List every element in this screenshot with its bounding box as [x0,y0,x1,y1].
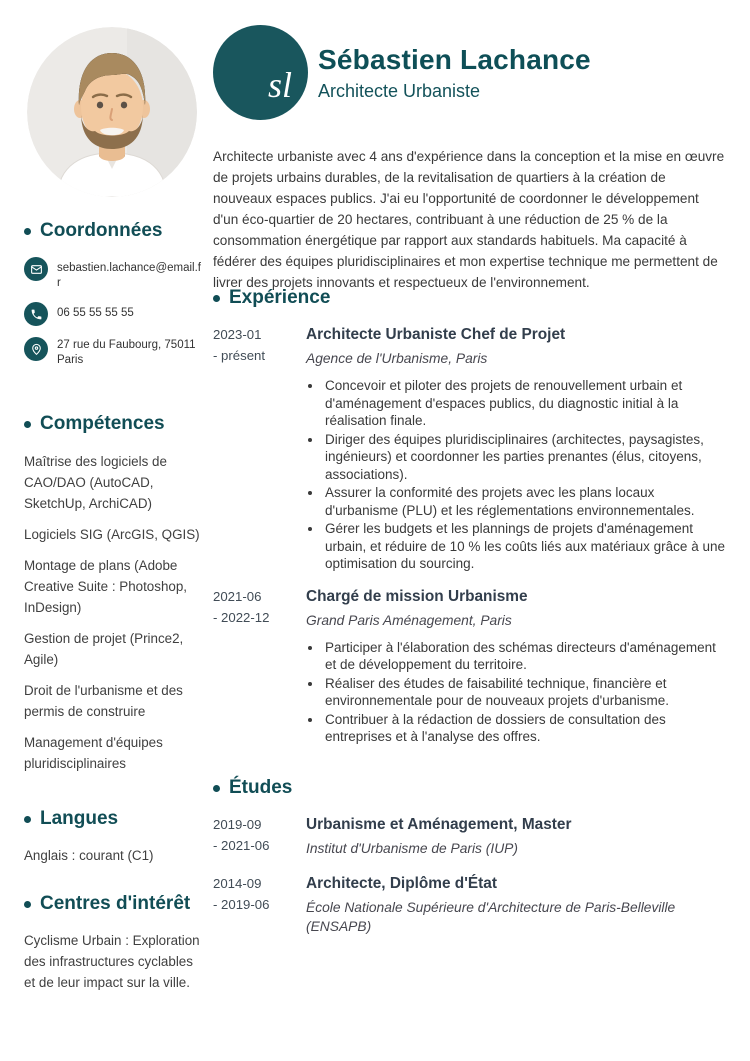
phone-icon [24,302,48,326]
skills-list [24,451,202,774]
person-job-title: Architecte Urbaniste [318,81,481,101]
date-end: - 2022-12 [213,609,270,625]
date-end: - 2021-06 [213,837,270,853]
skill-item: Logiciels SIG (ArcGIS, QGIS) [24,527,200,542]
bullet-dot-icon [213,785,220,792]
skill-item: Montage de plans (Adobe Creative Suite : Photoshop, InDesign) [24,558,188,615]
date-end: - présent [213,348,266,363]
contact-phone-value[interactable]: 06 55 55 55 55 [57,307,134,319]
contact-item-address [24,337,202,368]
contact-section-heading [24,220,202,242]
language-item: Anglais : courant (C1) [24,848,154,863]
interests-heading-label: Centres d'intérêt [40,893,191,914]
job-bullet: • Réaliser des études de faisabilité technique, financière et environnementale pour de nouveaux projets d'urbanisme. [323,675,727,710]
email-icon [24,257,48,281]
experience-body [306,586,727,747]
monogram-text: sl [267,65,292,105]
job-bullet: • Participer à l'élaboration des schémas directeurs d'aménagement et de développement du territoire. [323,639,727,674]
education-section-heading [213,777,727,799]
job-bullet: • Contribuer à la rédaction de dossiers de consultation des entreprises et à l'analyse des offres. [323,711,727,746]
job-bullet: • Concevoir et piloter des projets de renouvellement urbain et d'aménagement d'espaces publics, du diagnostic initial à la réalisation finale. [323,377,727,430]
interest-item: Cyclisme Urbain : Exploration des infrastructures cyclables et de leur impact sur la ville. [24,933,200,990]
date-start: 2021-06 [213,588,262,604]
main-column [213,287,727,936]
experience-entry [213,324,727,574]
job-bullet-list [306,377,727,573]
education-entry [213,873,727,936]
education-entry [213,814,727,858]
contact-email-value[interactable]: sebastien.lachance@email.fr [57,262,202,289]
date-start: 2019-09 [213,816,262,832]
bullet-dot-icon [24,228,31,235]
monogram-badge [213,25,308,120]
skills-section-heading [24,413,202,435]
job-title: Architecte Urbaniste Chef de Projet [306,326,566,343]
education-dates [213,814,306,858]
bullet-dot-icon [213,295,220,302]
contact-address-value: 27 rue du Faubourg, 75011 Paris [57,339,196,366]
degree-title: Architecte, Diplôme d'État [306,874,497,892]
skill-item: Gestion de projet (Prince2, Agile) [24,631,184,667]
person-name: Sébastien Lachance [318,44,591,75]
profile-photo [27,27,197,197]
sidebar [24,220,202,993]
job-company: Grand Paris Aménagement, Paris [306,612,512,628]
name-block [318,25,591,102]
interests-section-heading [24,893,202,915]
job-bullet: • Assurer la conformité des projets avec les plans locaux d'urbanisme (PLU) et les réglementations environnementales. [323,484,727,519]
education-heading-label: Études [229,776,293,798]
experience-body [306,324,727,574]
languages-section-heading [24,808,202,830]
degree-title: Urbanisme et Aménagement, Master [306,815,572,833]
school-name: École Nationale Supérieure d'Architecture de Paris-Belleville (ENSAPB) [306,899,676,934]
job-bullet-list [306,639,727,746]
header [213,25,591,120]
bullet-dot-icon [24,901,31,908]
languages-heading-label: Langues [40,808,119,829]
experience-entry [213,586,727,747]
profile-photo-illustration [27,27,197,197]
skill-item: Management d'équipes pluridisciplinaires [24,735,163,771]
skills-heading-label: Compétences [40,413,165,434]
job-company: Agence de l'Urbanisme, Paris [306,351,488,366]
education-body [306,873,727,936]
contact-item-phone [24,302,202,326]
profile-summary: Architecte urbaniste avec 4 ans d'expérience dans la conception et la mise en œuvre de projets urbains durables, de la revitalisation de quartiers à la création de nouveaux espaces publics. J'ai eu l'opportunité de coordonner le développement d'un éco-quartier de 20 hectares, contribuant à une réduction de 25 % de la consommation énergétique par rapport aux standards habituels. Ma capacité à fédérer des équipes pluridisciplinaires et mon expertise technique me permettent de livrer des projets innovants et respectueux de l'environnement. [213,149,725,290]
contact-list [24,257,202,368]
experience-dates [213,586,306,747]
skill-item: Droit de l'urbanisme et des permis de construire [24,683,183,719]
bullet-dot-icon [24,421,31,428]
contact-item-email [24,257,202,291]
education-dates [213,873,306,936]
skill-item: Maîtrise des logiciels de CAO/DAO (AutoCAD, SketchUp, ArchiCAD) [24,454,167,511]
experience-section-heading [213,287,727,309]
education-body [306,814,727,858]
job-title: Chargé de mission Urbanisme [306,587,528,605]
experience-dates [213,324,306,574]
job-bullet: • Gérer les budgets et les plannings de projets d'aménagement urbain, et réduire de 10 % les coûts liés aux matériaux grâce à une optimisation du sourcing. [323,520,727,573]
experience-heading-label: Expérience [229,287,331,308]
date-start: 2014-09 [213,875,262,891]
date-start: 2023-01 [213,327,262,342]
job-bullet: • Diriger des équipes pluridisciplinaires (architectes, paysagistes, ingénieurs) et coordonner les parties prenantes (élus, citoyens, associations). [323,431,727,484]
school-name: Institut d'Urbanisme de Paris (IUP) [306,840,518,856]
date-end: - 2019-06 [213,896,270,912]
bullet-dot-icon [24,816,31,823]
contact-heading-label: Coordonnées [40,220,163,241]
location-icon [24,337,48,361]
